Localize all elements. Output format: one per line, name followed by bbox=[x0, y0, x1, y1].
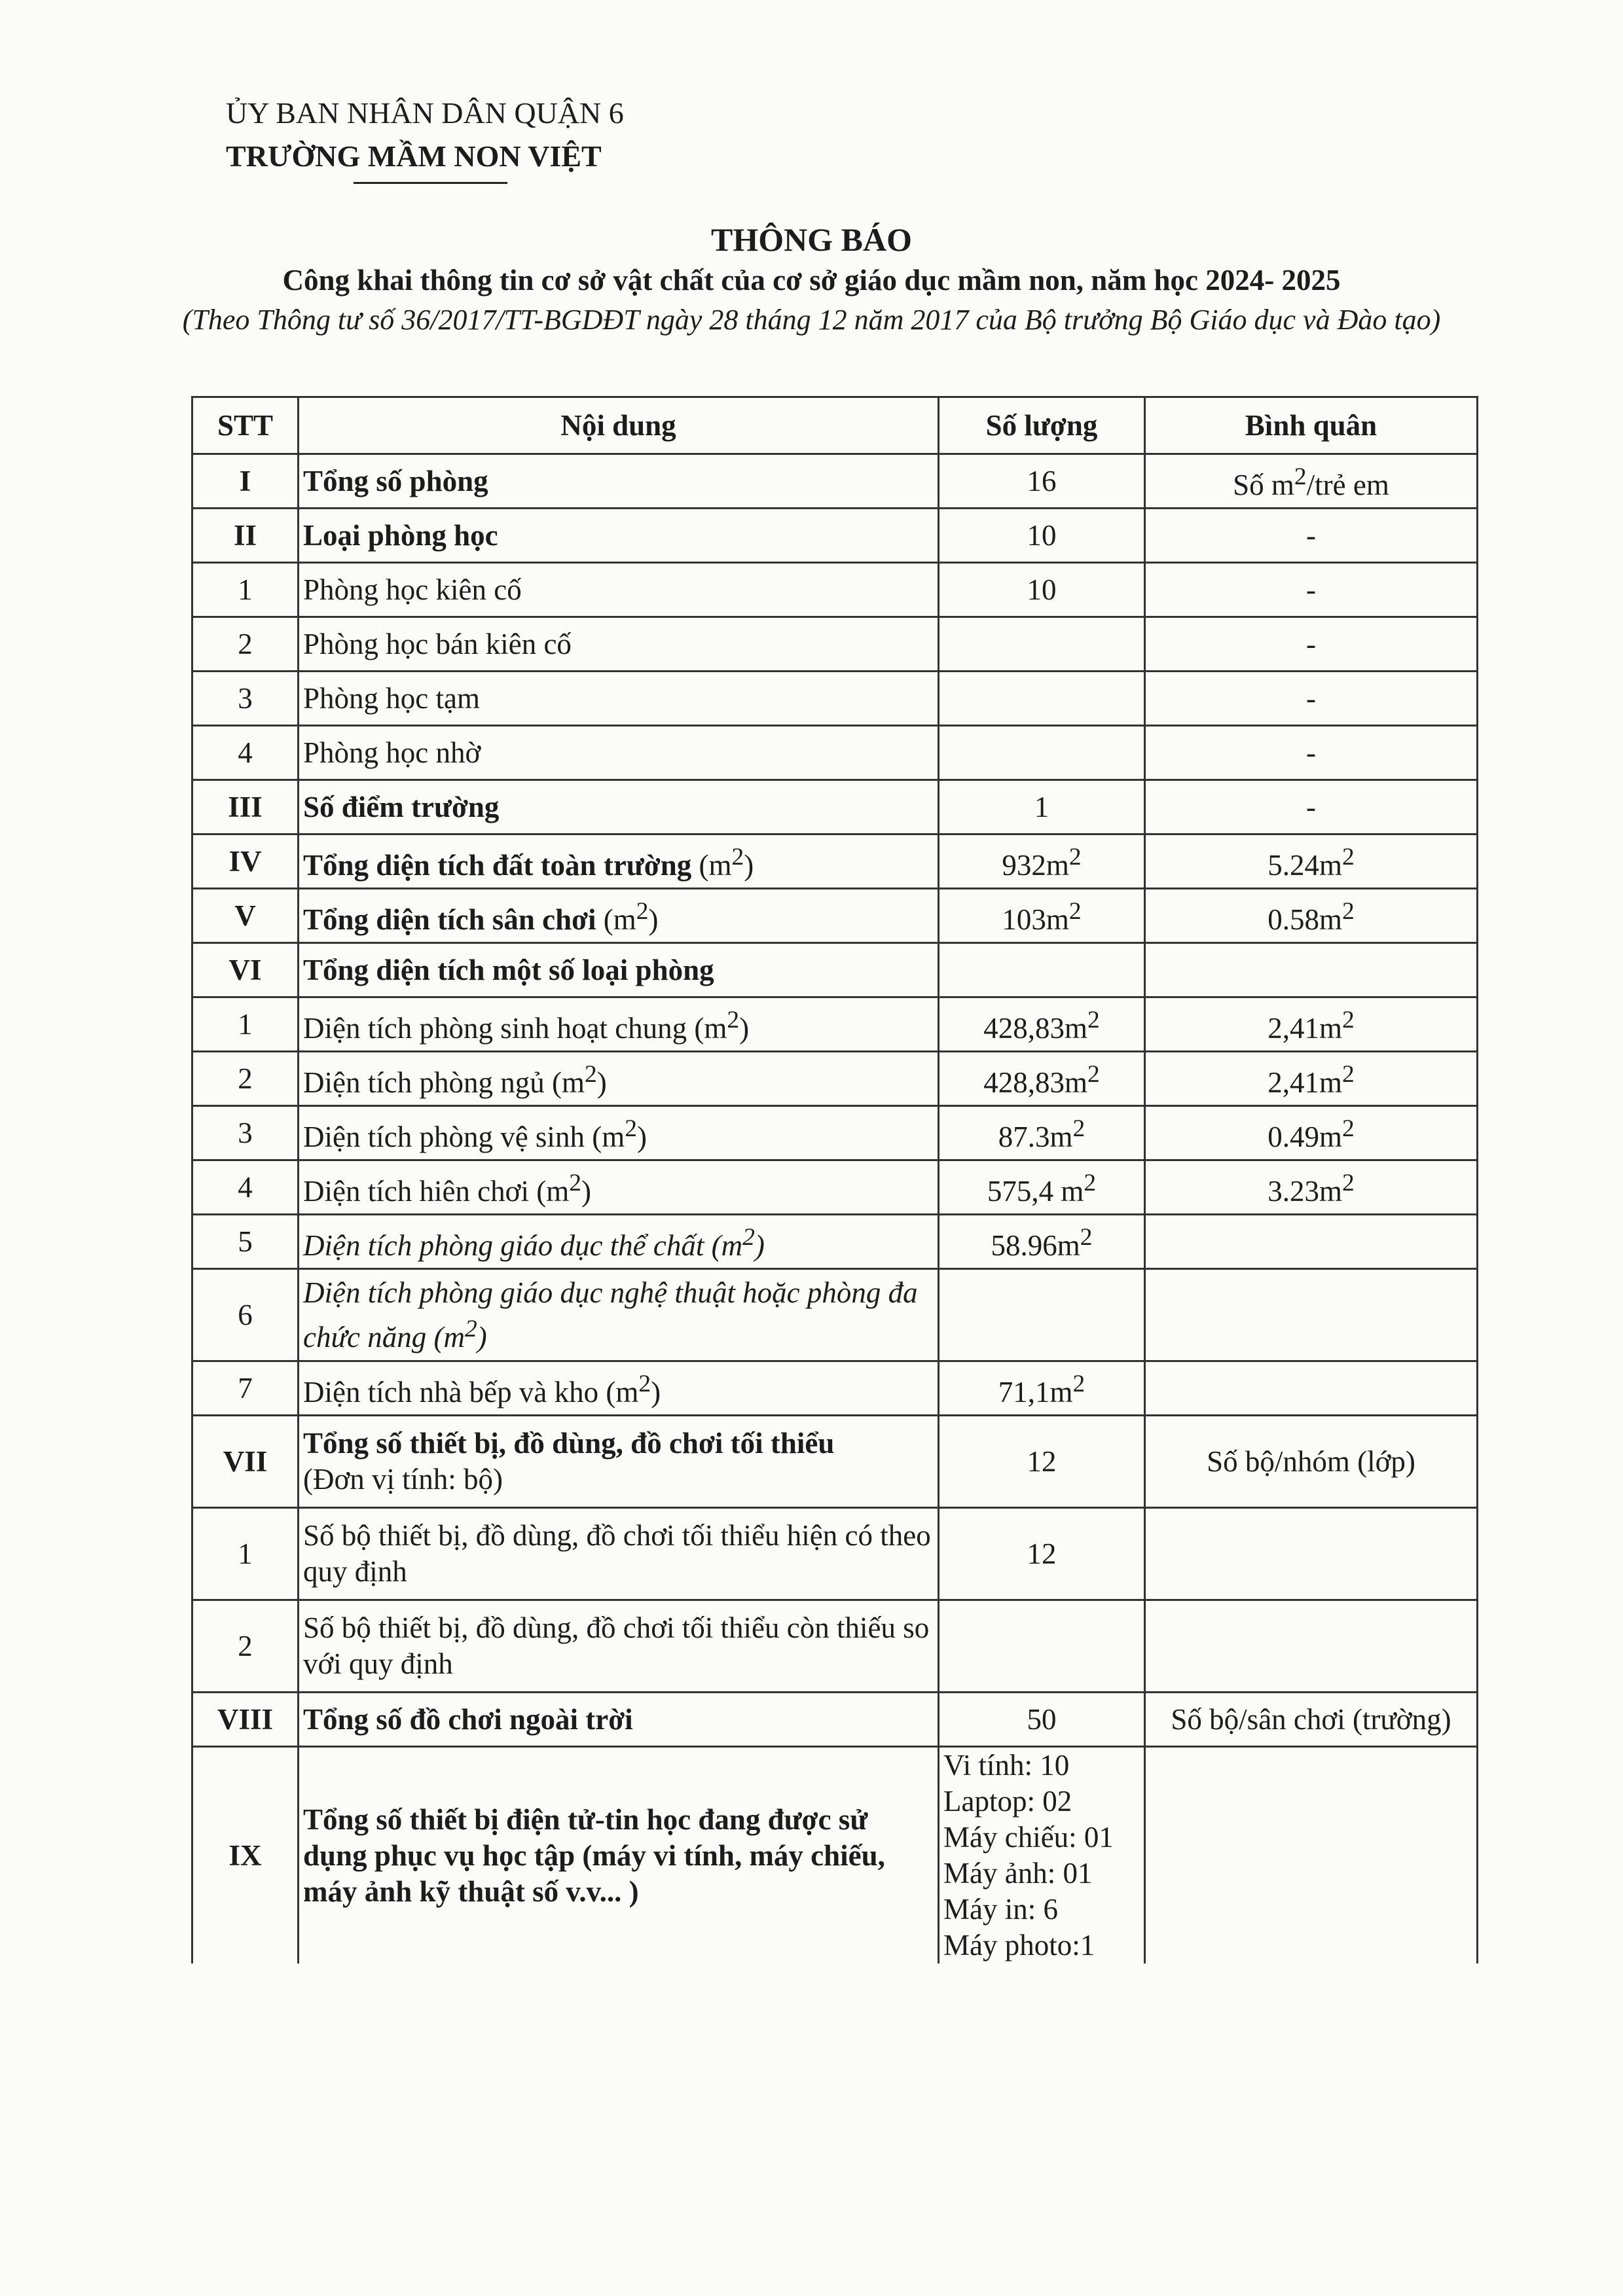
superscript-2: 2 bbox=[1342, 1007, 1355, 1033]
content-text: Diện tích phòng giáo dục thể chất bbox=[303, 1229, 712, 1262]
row-quantity: 10 bbox=[939, 509, 1145, 563]
superscript-2: 2 bbox=[464, 1315, 477, 1342]
row-average bbox=[1145, 1106, 1478, 1160]
row-stt: I bbox=[192, 454, 299, 509]
row-average: Số bộ/nhóm (lớp) bbox=[1145, 1416, 1478, 1508]
unit-close: ) bbox=[744, 849, 754, 882]
superscript-2: 2 bbox=[1068, 898, 1082, 925]
row-content bbox=[299, 834, 939, 889]
table-row bbox=[192, 1160, 1478, 1215]
table-row bbox=[192, 1106, 1478, 1160]
row-average bbox=[1145, 1747, 1478, 1964]
superscript-2: 2 bbox=[1342, 1061, 1355, 1088]
row-content bbox=[299, 1269, 939, 1361]
superscript-2: 2 bbox=[1342, 1170, 1355, 1196]
row-average: - bbox=[1145, 563, 1478, 617]
row-average bbox=[1145, 943, 1478, 997]
unit-open: (m bbox=[551, 1066, 585, 1099]
row-average bbox=[1145, 889, 1478, 943]
table-row bbox=[192, 617, 1478, 672]
row-content: Số bộ thiết bị, đồ dùng, đồ chơi tối thiểu còn thiếu so với quy định bbox=[299, 1600, 939, 1693]
row-stt: IV bbox=[192, 834, 299, 889]
row-content: Tổng diện tích một số loại phòng bbox=[299, 943, 939, 997]
list-item: Máy chiếu: 01 bbox=[943, 1821, 1114, 1854]
row-stt: 2 bbox=[192, 617, 299, 672]
row-content bbox=[299, 1361, 939, 1416]
row-average bbox=[1145, 454, 1478, 509]
row-stt: IX bbox=[192, 1747, 299, 1964]
legal-reference-note: (Theo Thông tư số 36/2017/TT-BGDĐT ngày 28 tháng 12 năm 2017 của Bộ trưởng Bộ Giáo dục và Đào tạo) bbox=[182, 304, 1441, 336]
row-stt: III bbox=[192, 780, 299, 834]
row-average bbox=[1145, 1600, 1478, 1693]
unit-open: (m bbox=[603, 903, 636, 936]
row-quantity bbox=[939, 1361, 1145, 1416]
row-stt: 1 bbox=[192, 997, 299, 1052]
unit-close: ) bbox=[477, 1320, 487, 1354]
unit-label: (Đơn vị tính: bộ) bbox=[303, 1463, 503, 1496]
row-content: Phòng học nhờ bbox=[299, 726, 939, 780]
header-divider bbox=[354, 182, 507, 184]
unit-open: (m bbox=[711, 1229, 743, 1262]
list-item: Máy ảnh: 01 bbox=[943, 1857, 1093, 1890]
header-average: Bình quân bbox=[1145, 397, 1478, 454]
table-row bbox=[192, 1052, 1478, 1106]
row-quantity: 12 bbox=[939, 1416, 1145, 1508]
table-row bbox=[192, 889, 1478, 943]
table-row bbox=[192, 672, 1478, 726]
row-average bbox=[1145, 1361, 1478, 1416]
table-row bbox=[192, 454, 1478, 509]
table-row bbox=[192, 943, 1478, 997]
row-stt: 3 bbox=[192, 672, 299, 726]
quantity-value: 58.96m bbox=[991, 1229, 1080, 1262]
unit-close: ) bbox=[739, 1012, 750, 1045]
row-content bbox=[299, 1106, 939, 1160]
unit-open: (m bbox=[606, 1376, 639, 1408]
row-quantity bbox=[939, 889, 1145, 943]
average-value: 0.58m bbox=[1267, 903, 1342, 936]
row-average: Số bộ/sân chơi (trường) bbox=[1145, 1693, 1478, 1747]
unit-close: ) bbox=[636, 1121, 647, 1153]
content-text: Diện tích phòng sinh hoạt chung bbox=[303, 1012, 695, 1045]
unit-close: ) bbox=[648, 903, 659, 936]
superscript-2: 2 bbox=[638, 1371, 651, 1397]
superscript-2: 2 bbox=[584, 1061, 597, 1088]
table-row bbox=[192, 1361, 1478, 1416]
superscript-2: 2 bbox=[625, 1115, 637, 1142]
table-row bbox=[192, 1693, 1478, 1747]
row-average: - bbox=[1145, 780, 1478, 834]
issuing-authority bbox=[226, 92, 624, 178]
row-quantity bbox=[939, 1052, 1145, 1106]
row-average bbox=[1145, 997, 1478, 1052]
row-content bbox=[299, 1215, 939, 1269]
content-text: Diện tích phòng vệ sinh bbox=[303, 1121, 593, 1153]
content-text: Tổng số thiết bị, đồ dùng, đồ chơi tối thiểu bbox=[303, 1427, 835, 1460]
superscript-2: 2 bbox=[1080, 1224, 1093, 1251]
quantity-value: 103m bbox=[1002, 903, 1069, 936]
superscript-2: 2 bbox=[1087, 1007, 1100, 1033]
row-content: Tổng số phòng bbox=[299, 454, 939, 509]
unit-open: (m bbox=[433, 1320, 465, 1354]
row-stt: 1 bbox=[192, 563, 299, 617]
row-quantity: 16 bbox=[939, 454, 1145, 509]
row-quantity bbox=[939, 1215, 1145, 1269]
superscript-2: 2 bbox=[1072, 1115, 1085, 1142]
row-stt: 2 bbox=[192, 1600, 299, 1693]
row-stt: 4 bbox=[192, 1160, 299, 1215]
average-value: 2,41m bbox=[1267, 1012, 1342, 1045]
unit-close: ) bbox=[754, 1229, 765, 1262]
row-quantity bbox=[939, 943, 1145, 997]
row-stt: 3 bbox=[192, 1106, 299, 1160]
row-quantity bbox=[939, 1106, 1145, 1160]
row-quantity bbox=[939, 1269, 1145, 1361]
notice-heading bbox=[0, 220, 1623, 339]
row-content bbox=[299, 1052, 939, 1106]
row-content: Phòng học bán kiên cố bbox=[299, 617, 939, 672]
table-row bbox=[192, 780, 1478, 834]
list-item: Vi tính: 10 bbox=[943, 1749, 1070, 1782]
content-text: Diện tích phòng giáo dục nghệ thuật hoặc phòng đa chức năng bbox=[303, 1276, 918, 1354]
unit-close: ) bbox=[596, 1066, 607, 1099]
row-average bbox=[1145, 1160, 1478, 1215]
unit-label bbox=[603, 898, 659, 936]
row-quantity bbox=[939, 1160, 1145, 1215]
row-content bbox=[299, 1416, 939, 1508]
superscript-2: 2 bbox=[1342, 844, 1355, 870]
row-average bbox=[1145, 834, 1478, 889]
row-content bbox=[299, 997, 939, 1052]
content-text: Tổng diện tích đất toàn trường bbox=[303, 849, 699, 882]
average-value: 5.24m bbox=[1267, 849, 1342, 882]
unit-open: (m bbox=[699, 849, 732, 882]
unit-open: (m bbox=[592, 1121, 625, 1153]
table-row bbox=[192, 1215, 1478, 1269]
row-content: Loại phòng học bbox=[299, 509, 939, 563]
row-content bbox=[299, 889, 939, 943]
row-quantity: 50 bbox=[939, 1693, 1145, 1747]
superscript-2: 2 bbox=[742, 1224, 755, 1251]
row-average: - bbox=[1145, 726, 1478, 780]
row-content: Phòng học tạm bbox=[299, 672, 939, 726]
quantity-value: 71,1m bbox=[998, 1376, 1073, 1408]
row-average: - bbox=[1145, 617, 1478, 672]
notice-subtitle: Công khai thông tin cơ sở vật chất của cơ sở giáo dục mầm non, năm học 2024- 2025 bbox=[282, 264, 1341, 296]
row-content: Tổng số đồ chơi ngoài trời bbox=[299, 1693, 939, 1747]
content-text: Diện tích phòng ngủ bbox=[303, 1066, 552, 1099]
table-row bbox=[192, 1508, 1478, 1600]
average-prefix: Số m bbox=[1233, 469, 1294, 501]
superscript-2: 2 bbox=[1084, 1170, 1097, 1196]
row-quantity: 12 bbox=[939, 1508, 1145, 1600]
average-value: 0.49m bbox=[1267, 1121, 1342, 1153]
row-stt: 7 bbox=[192, 1361, 299, 1416]
unit-open: (m bbox=[536, 1175, 570, 1208]
unit-open: (m bbox=[694, 1012, 727, 1045]
row-average: - bbox=[1145, 509, 1478, 563]
table-row bbox=[192, 997, 1478, 1052]
quantity-value: 932m bbox=[1002, 849, 1069, 882]
table-row bbox=[192, 1747, 1478, 1964]
superscript-2: 2 bbox=[1294, 463, 1307, 490]
row-stt: 5 bbox=[192, 1215, 299, 1269]
superscript-2: 2 bbox=[1342, 1115, 1355, 1142]
superscript-2: 2 bbox=[636, 898, 649, 925]
header-quantity: Số lượng bbox=[939, 397, 1145, 454]
row-content: Số điểm trường bbox=[299, 780, 939, 834]
row-content: Tổng số thiết bị điện tử-tin học đang được sử dụng phục vụ học tập (máy vi tính, máy chiếu, máy ảnh kỹ thuật số v.v... ) bbox=[299, 1747, 939, 1964]
row-stt: 1 bbox=[192, 1508, 299, 1600]
superscript-2: 2 bbox=[1068, 844, 1082, 870]
row-average: - bbox=[1145, 672, 1478, 726]
row-stt: VII bbox=[192, 1416, 299, 1508]
row-content: Phòng học kiên cố bbox=[299, 563, 939, 617]
superscript-2: 2 bbox=[569, 1170, 581, 1196]
table-row bbox=[192, 726, 1478, 780]
unit-close: ) bbox=[581, 1175, 591, 1208]
row-quantity bbox=[939, 1600, 1145, 1693]
list-item: Laptop: 02 bbox=[943, 1785, 1072, 1818]
superscript-2: 2 bbox=[1087, 1061, 1100, 1088]
table-row bbox=[192, 1600, 1478, 1693]
table-row bbox=[192, 1416, 1478, 1508]
row-stt: II bbox=[192, 509, 299, 563]
row-quantity bbox=[939, 672, 1145, 726]
row-average bbox=[1145, 1269, 1478, 1361]
quantity-value: 87.3m bbox=[998, 1121, 1073, 1153]
unit-close: ) bbox=[651, 1376, 661, 1408]
row-stt: VIII bbox=[192, 1693, 299, 1747]
row-quantity: 1 bbox=[939, 780, 1145, 834]
content-text: Tổng diện tích sân chơi bbox=[303, 903, 604, 936]
table-header-row bbox=[192, 397, 1478, 454]
row-stt: 4 bbox=[192, 726, 299, 780]
quantity-value: 575,4 m bbox=[987, 1175, 1084, 1208]
list-item: Máy photo:1 bbox=[943, 1929, 1095, 1962]
header-stt: STT bbox=[192, 397, 299, 454]
school-name: TRƯỜNG MẦM NON VIỆT bbox=[226, 139, 602, 173]
row-quantity bbox=[939, 726, 1145, 780]
average-value: 3.23m bbox=[1267, 1175, 1342, 1208]
average-suffix: /trẻ em bbox=[1306, 469, 1389, 501]
quantity-value: 428,83m bbox=[983, 1012, 1087, 1045]
row-stt: 6 bbox=[192, 1269, 299, 1361]
list-item: Máy in: 6 bbox=[943, 1893, 1058, 1926]
average-value: 2,41m bbox=[1267, 1066, 1342, 1099]
superscript-2: 2 bbox=[1072, 1371, 1085, 1397]
row-quantity bbox=[939, 834, 1145, 889]
row-content bbox=[299, 1160, 939, 1215]
facilities-table bbox=[191, 396, 1478, 1964]
row-quantity: 10 bbox=[939, 563, 1145, 617]
quantity-value: 428,83m bbox=[983, 1066, 1087, 1099]
table-row bbox=[192, 509, 1478, 563]
row-average bbox=[1145, 1215, 1478, 1269]
row-quantity bbox=[939, 617, 1145, 672]
superscript-2: 2 bbox=[1342, 898, 1355, 925]
table-row bbox=[192, 563, 1478, 617]
row-content: Số bộ thiết bị, đồ dùng, đồ chơi tối thiểu hiện có theo quy định bbox=[299, 1508, 939, 1600]
row-stt: 2 bbox=[192, 1052, 299, 1106]
row-average bbox=[1145, 1052, 1478, 1106]
row-stt: VI bbox=[192, 943, 299, 997]
superscript-2: 2 bbox=[731, 844, 744, 870]
authority-name: ỦY BAN NHÂN DÂN QUẬN 6 bbox=[226, 96, 624, 130]
notice-title: THÔNG BÁO bbox=[711, 221, 912, 258]
table-row bbox=[192, 1269, 1478, 1361]
content-text: Diện tích hiên chơi bbox=[303, 1175, 537, 1208]
header-content: Nội dung bbox=[299, 397, 939, 454]
superscript-2: 2 bbox=[727, 1007, 740, 1033]
table-row bbox=[192, 834, 1478, 889]
equipment-list bbox=[939, 1747, 1145, 1964]
row-average bbox=[1145, 1508, 1478, 1600]
row-stt: V bbox=[192, 889, 299, 943]
row-quantity bbox=[939, 997, 1145, 1052]
unit-label bbox=[699, 844, 754, 882]
content-text: Diện tích nhà bếp và kho bbox=[303, 1376, 606, 1408]
